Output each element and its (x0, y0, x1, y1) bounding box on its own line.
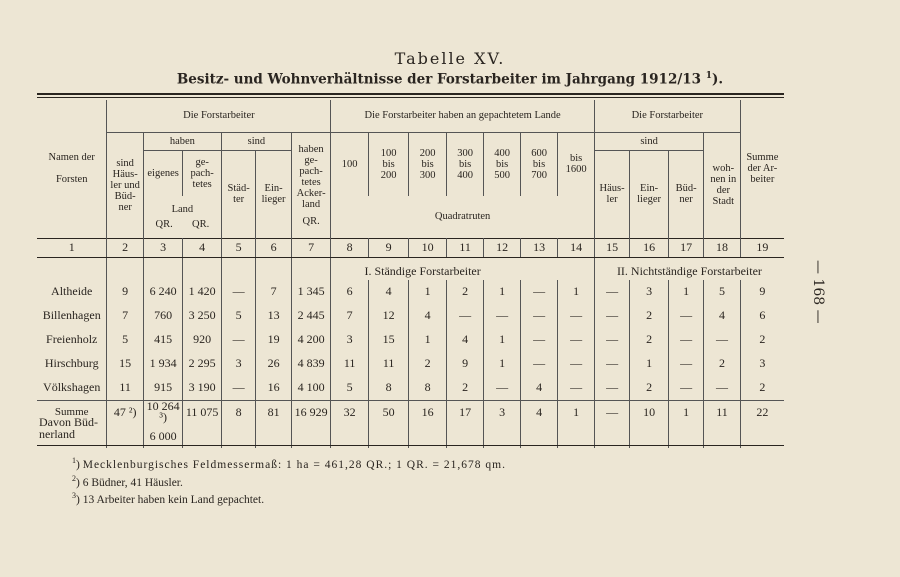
table-cell: — (594, 304, 629, 328)
table-cell: 2 (446, 280, 483, 304)
table-cell: 760 (143, 304, 183, 328)
table-cell: 1 345 (291, 280, 331, 304)
table-cell: 2 (704, 352, 740, 376)
table-cell: — (668, 352, 703, 376)
table-cell: 9 (740, 280, 784, 304)
header-land: Land QR. QR. (143, 196, 221, 238)
table-cell: 16 (256, 376, 291, 401)
table-cell: 5 (107, 328, 143, 352)
column-number: 3 (143, 238, 183, 257)
table-cell: 3 250 (183, 304, 222, 328)
table-cell: 11 (107, 376, 143, 401)
table-cell: 2 295 (183, 352, 222, 376)
column-number: 2 (107, 238, 143, 257)
table-cell: 5 (221, 304, 255, 328)
footnote-2: $^2$) 6 Büdner, 41 Häusler. (72, 474, 183, 489)
column-number: 13 (520, 238, 557, 257)
header-summe: Summe der Ar-beiter (740, 100, 784, 238)
table-cell: — (558, 328, 595, 352)
summe-cell: 16 929 (291, 400, 331, 424)
section-row (37, 257, 784, 280)
table-cell: — (221, 280, 255, 304)
summe-row (37, 400, 784, 424)
forest-name: Freienholz (37, 328, 107, 352)
table-cell: — (594, 352, 629, 376)
bottom-rule (37, 445, 784, 446)
summe-cell: 81 (256, 400, 291, 424)
table-cell: 3 (740, 352, 784, 376)
column-number: 19 (740, 238, 784, 257)
summe-cell: — (594, 400, 629, 424)
buednerland-value: 6 000 (143, 424, 183, 448)
summe-cell: 4 (520, 400, 557, 424)
table-cell: — (221, 376, 255, 401)
table-cell: 9 (446, 352, 483, 376)
header-col-700: 600 bis 700 (520, 132, 557, 196)
table-cell: 2 (740, 328, 784, 352)
column-number: 8 (331, 238, 368, 257)
table-cell: 4 839 (291, 352, 331, 376)
header-eigenes: eigenes (143, 150, 183, 196)
summe-cell: 17 (446, 400, 483, 424)
header-gepachtetes: ge-pach-tetes (183, 150, 222, 196)
header-col-200: 100 bis 200 (368, 132, 409, 196)
header-col-100: 100 (331, 132, 368, 196)
table-cell: 4 (368, 280, 409, 304)
table-cell: 15 (107, 352, 143, 376)
table-cell: 3 (331, 328, 368, 352)
forest-name: Völkshagen (37, 376, 107, 401)
table-cell: 26 (256, 352, 291, 376)
table-cell: 7 (331, 304, 368, 328)
header-haben: haben (143, 132, 221, 150)
table-cell: 6 (331, 280, 368, 304)
column-number: 11 (446, 238, 483, 257)
header-buedner: Büd-ner (668, 150, 703, 238)
table-cell: 2 (630, 376, 669, 401)
summe-label: Summe (37, 400, 107, 424)
header-einlieger: Ein-lieger (256, 150, 291, 238)
column-number: 17 (668, 238, 703, 257)
summe-cell: 47 ²) (107, 400, 143, 424)
table-row (37, 352, 784, 376)
table-row (37, 328, 784, 352)
table-cell: 8 (368, 376, 409, 401)
table-cell: 3 (221, 352, 255, 376)
table-cell: 915 (143, 376, 183, 401)
header-gepachtetes-ackerland: haben ge-pach-tetes Acker-land QR. (291, 132, 331, 238)
table-title: Tabelle XV. (394, 49, 506, 68)
table-cell: 4 (520, 376, 557, 401)
table-row (37, 280, 784, 304)
summe-cell: 11 075 (183, 400, 222, 424)
header-wohnen: woh-nen in der Stadt (704, 132, 740, 238)
header-col-500: 400 bis 500 (484, 132, 520, 196)
table-cell: — (668, 376, 703, 401)
table-cell: 1 (484, 352, 520, 376)
column-number: 18 (704, 238, 740, 257)
column-number: 15 (594, 238, 629, 257)
top-rule (37, 93, 784, 95)
table-row (37, 304, 784, 328)
table-cell: — (520, 304, 557, 328)
table-cell: 2 (630, 328, 669, 352)
table-cell: — (594, 328, 629, 352)
footnote-1: $^1$) Mecklenburgisches Feldmessermaß: 1 ha = 461,28 QR.; 1 QR. = 21,678 qm. (72, 456, 506, 471)
table-cell: 1 (630, 352, 669, 376)
table-cell: 5 (331, 376, 368, 401)
table-cell: 3 (630, 280, 669, 304)
table-cell: 1 (484, 328, 520, 352)
table-cell: — (520, 280, 557, 304)
header-col-1600: bis 1600 (558, 132, 595, 196)
table-cell: 15 (368, 328, 409, 352)
table-cell: — (221, 328, 255, 352)
table-cell: 8 (409, 376, 446, 401)
section-1-label: I. Ständige Forstarbeiter (364, 264, 481, 278)
summe-cell: 3 (484, 400, 520, 424)
table-cell: 1 (409, 328, 446, 352)
header-sind: sind (221, 132, 291, 150)
header-haeusler: Häus-ler (594, 150, 629, 238)
table-cell: 1 420 (183, 280, 222, 304)
header-col-400: 300 bis 400 (446, 132, 483, 196)
forest-name: Hirschburg (37, 352, 107, 376)
table-cell: 11 (368, 352, 409, 376)
table-cell: 920 (183, 328, 222, 352)
table-cell: 19 (256, 328, 291, 352)
table-cell: 5 (704, 280, 740, 304)
summe-cell: 50 (368, 400, 409, 424)
table-cell: — (558, 352, 595, 376)
header-einlieger-2: Ein-lieger (630, 150, 669, 238)
table-cell: 1 (484, 280, 520, 304)
column-number: 7 (291, 238, 331, 257)
table-row (37, 376, 784, 401)
table-cell: 9 (107, 280, 143, 304)
table-cell: — (520, 352, 557, 376)
table-cell: 1 (409, 280, 446, 304)
forest-name: Billenhagen (37, 304, 107, 328)
table-cell: — (520, 328, 557, 352)
forest-name: Altheide (37, 280, 107, 304)
table-cell: 2 (446, 376, 483, 401)
table-cell: 4 (409, 304, 446, 328)
section-2-label: II. Nichtständige Forstarbeiter (594, 257, 784, 280)
column-number-row (37, 238, 784, 257)
table-subtitle: Besitz- und Wohnverhältnisse der Forstarbeiter im Jahrgang 1912/13 $^1$). (176, 71, 724, 88)
table-cell: 1 934 (143, 352, 183, 376)
column-number: 4 (183, 238, 222, 257)
header-col-300: 200 bis 300 (409, 132, 446, 196)
table-cell: 6 (740, 304, 784, 328)
summe-cell: 1 (668, 400, 703, 424)
table-cell: 2 (740, 376, 784, 401)
header-pachtland: Die Forstarbeiter haben an gepachtetem Lande (331, 100, 594, 132)
table-cell: 415 (143, 328, 183, 352)
summe-cell: 16 (409, 400, 446, 424)
header-sind-2: sind (594, 132, 703, 150)
table-cell: — (558, 376, 595, 401)
footnote-3: $^3$) 13 Arbeiter haben kein Land gepachtet. (72, 491, 265, 506)
table-cell: 13 (256, 304, 291, 328)
table-cell: 2 (409, 352, 446, 376)
table-cell: — (558, 304, 595, 328)
buednerland-label: Davon Büd-nerland (37, 416, 107, 440)
table-cell: — (668, 304, 703, 328)
column-number: 1 (37, 238, 107, 257)
table-cell: 4 (446, 328, 483, 352)
column-number: 9 (368, 238, 409, 257)
column-number: 5 (221, 238, 255, 257)
summe-cell: 10 264 ³) (143, 400, 183, 424)
table-cell: 12 (368, 304, 409, 328)
table-cell: 2 (630, 304, 669, 328)
table-cell: — (704, 376, 740, 401)
table-cell: — (484, 304, 520, 328)
page-number: — 168 — (810, 260, 826, 324)
header-sind-haeusler: sind Häus-ler und Büd-ner (107, 132, 143, 238)
table-cell: 1 (558, 280, 595, 304)
data-table (37, 100, 784, 448)
header-die-forstarbeiter: Die Forstarbeiter (107, 100, 331, 132)
header-quadratruten: Quadratruten (331, 196, 594, 238)
table-cell: 4 200 (291, 328, 331, 352)
table-cell: 6 240 (143, 280, 183, 304)
table-cell: 1 (668, 280, 703, 304)
summe-cell: 22 (740, 400, 784, 424)
table-cell: 7 (256, 280, 291, 304)
table-cell: — (594, 376, 629, 401)
summe-cell: 1 (558, 400, 595, 424)
header-namen: Namen der Forsten (37, 100, 107, 238)
column-number: 6 (256, 238, 291, 257)
table-cell: 7 (107, 304, 143, 328)
table-cell: — (446, 304, 483, 328)
table-cell: 3 190 (183, 376, 222, 401)
summe-cell: 11 (704, 400, 740, 424)
top-rule-thin (37, 97, 784, 98)
table-cell: — (704, 328, 740, 352)
table-cell: — (484, 376, 520, 401)
header-die-forstarbeiter-2: Die Forstarbeiter (594, 100, 740, 132)
table-cell: 4 (704, 304, 740, 328)
table-cell: — (594, 280, 629, 304)
table-cell: — (668, 328, 703, 352)
column-number: 10 (409, 238, 446, 257)
summe-cell: 32 (331, 400, 368, 424)
summe-cell: 8 (221, 400, 255, 424)
column-number: 12 (484, 238, 520, 257)
column-number: 14 (558, 238, 595, 257)
column-number: 16 (630, 238, 669, 257)
table-cell: 2 445 (291, 304, 331, 328)
table-cell: 4 100 (291, 376, 331, 401)
summe-cell: 10 (630, 400, 669, 424)
table-cell: 11 (331, 352, 368, 376)
header-staedter: Städ-ter (221, 150, 255, 238)
